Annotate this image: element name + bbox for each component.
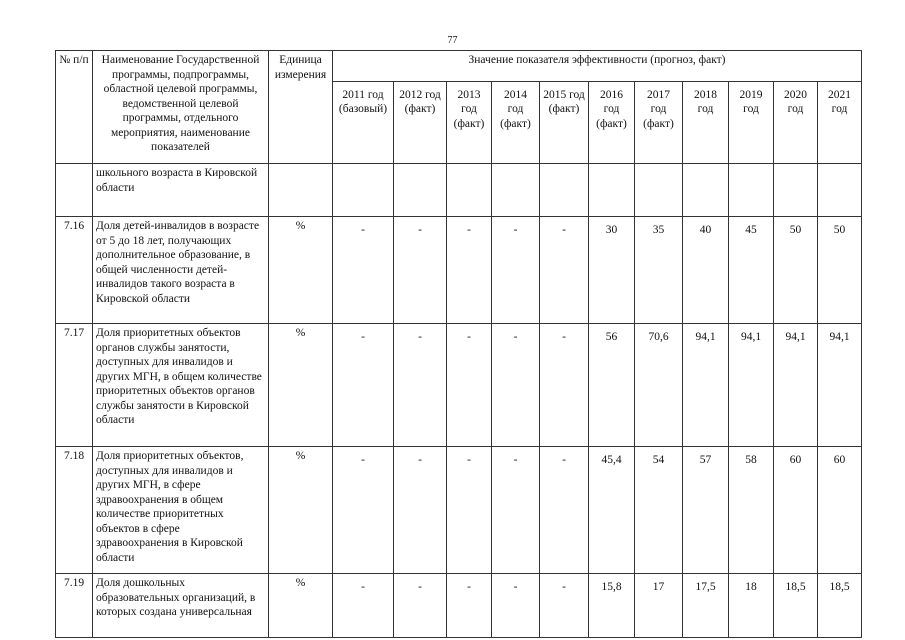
value-cell: - <box>540 217 589 324</box>
row-number: 7.16 <box>56 217 93 324</box>
value-cell: 40 <box>683 217 729 324</box>
header-year-8: 2019 год <box>729 81 774 163</box>
header-values: Значение показателя эффективности (прогноз, факт) <box>333 51 862 82</box>
value-cell: 45 <box>729 217 774 324</box>
value-cell: - <box>540 574 589 638</box>
value-cell: 60 <box>774 447 818 574</box>
value-cell: - <box>540 447 589 574</box>
value-cell: 35 <box>635 217 683 324</box>
value-cell: 15,8 <box>589 574 635 638</box>
value-cell: 94,1 <box>818 324 862 447</box>
value-cell: - <box>447 217 492 324</box>
indicators-table <box>55 50 862 638</box>
value-cell: 58 <box>729 447 774 574</box>
value-cell: - <box>492 574 540 638</box>
value-cell <box>447 164 492 217</box>
value-cell: - <box>394 324 447 447</box>
value-cell: 50 <box>774 217 818 324</box>
value-cell: 17,5 <box>683 574 729 638</box>
value-cell: 57 <box>683 447 729 574</box>
value-cell: - <box>333 574 394 638</box>
table-row <box>56 447 862 574</box>
indicator-name: Доля приоритетных объектов, доступных для инвалидов и других МГН, в сфере здравоохранения в общем количестве приоритетных объектов в сфере здравоохранения в Кировской области <box>93 447 269 574</box>
row-number <box>56 164 93 217</box>
header-year-0: 2011 год (базовый) <box>333 81 394 163</box>
unit-cell: % <box>269 217 333 324</box>
value-cell: 94,1 <box>774 324 818 447</box>
value-cell <box>774 164 818 217</box>
value-cell <box>333 164 394 217</box>
indicator-name: Доля дошкольных образовательных организаций, в которых создана универсальная <box>93 574 269 638</box>
table-row <box>56 217 862 324</box>
value-cell: 17 <box>635 574 683 638</box>
value-cell: - <box>447 324 492 447</box>
value-cell <box>540 164 589 217</box>
value-cell: - <box>394 447 447 574</box>
indicator-name: Доля детей-инвалидов в возрасте от 5 до 18 лет, получающих дополнительное образование, в общей численности детей-инвалидов такого возраста в Кировской области <box>93 217 269 324</box>
page-number: 77 <box>447 35 458 46</box>
table-row <box>56 574 862 638</box>
value-cell: 18,5 <box>818 574 862 638</box>
value-cell <box>394 164 447 217</box>
header-name: Наименование Государственной программы, подпрограммы, областной целевой программы, ведомственной целевой программы, отдельного мероприятия, наименование показателей <box>93 51 269 164</box>
indicator-name: школьного возраста в Кировской области <box>93 164 269 217</box>
value-cell: - <box>333 447 394 574</box>
value-cell: - <box>394 217 447 324</box>
header-num: № п/п <box>56 51 93 164</box>
header-year-7: 2018 год <box>683 81 729 163</box>
value-cell: 30 <box>589 217 635 324</box>
row-number: 7.18 <box>56 447 93 574</box>
table-row <box>56 324 862 447</box>
header-year-5: 2016 год (факт) <box>589 81 635 163</box>
header-year-2: 2013 год (факт) <box>447 81 492 163</box>
value-cell <box>589 164 635 217</box>
value-cell: - <box>447 574 492 638</box>
row-number: 7.17 <box>56 324 93 447</box>
value-cell: 45,4 <box>589 447 635 574</box>
header-row-top <box>56 51 862 82</box>
value-cell: 50 <box>818 217 862 324</box>
unit-cell <box>269 164 333 217</box>
unit-cell: % <box>269 447 333 574</box>
indicator-name: Доля приоритетных объектов органов службы занятости, доступных для инвалидов и других МГН, в общем количестве приоритетных объектов органов службы занятости в Кировской области <box>93 324 269 447</box>
value-cell: 94,1 <box>683 324 729 447</box>
value-cell <box>683 164 729 217</box>
row-number: 7.19 <box>56 574 93 638</box>
value-cell: - <box>447 447 492 574</box>
header-year-9: 2020 год <box>774 81 818 163</box>
header-unit: Единица измерения <box>269 51 333 164</box>
unit-cell: % <box>269 324 333 447</box>
table-row <box>56 164 862 217</box>
header-year-1: 2012 год (факт) <box>394 81 447 163</box>
value-cell: 18 <box>729 574 774 638</box>
header-year-4: 2015 год (факт) <box>540 81 589 163</box>
value-cell: 54 <box>635 447 683 574</box>
value-cell: - <box>333 324 394 447</box>
value-cell: 60 <box>818 447 862 574</box>
value-cell: 18,5 <box>774 574 818 638</box>
value-cell: - <box>394 574 447 638</box>
header-year-6: 2017 год (факт) <box>635 81 683 163</box>
value-cell: 94,1 <box>729 324 774 447</box>
value-cell <box>818 164 862 217</box>
value-cell <box>635 164 683 217</box>
unit-cell: % <box>269 574 333 638</box>
value-cell: 56 <box>589 324 635 447</box>
value-cell: - <box>492 324 540 447</box>
value-cell <box>492 164 540 217</box>
value-cell: - <box>492 447 540 574</box>
value-cell: 70,6 <box>635 324 683 447</box>
value-cell: - <box>333 217 394 324</box>
value-cell <box>729 164 774 217</box>
value-cell: - <box>492 217 540 324</box>
header-year-3: 2014 год (факт) <box>492 81 540 163</box>
value-cell: - <box>540 324 589 447</box>
header-year-10: 2021 год <box>818 81 862 163</box>
